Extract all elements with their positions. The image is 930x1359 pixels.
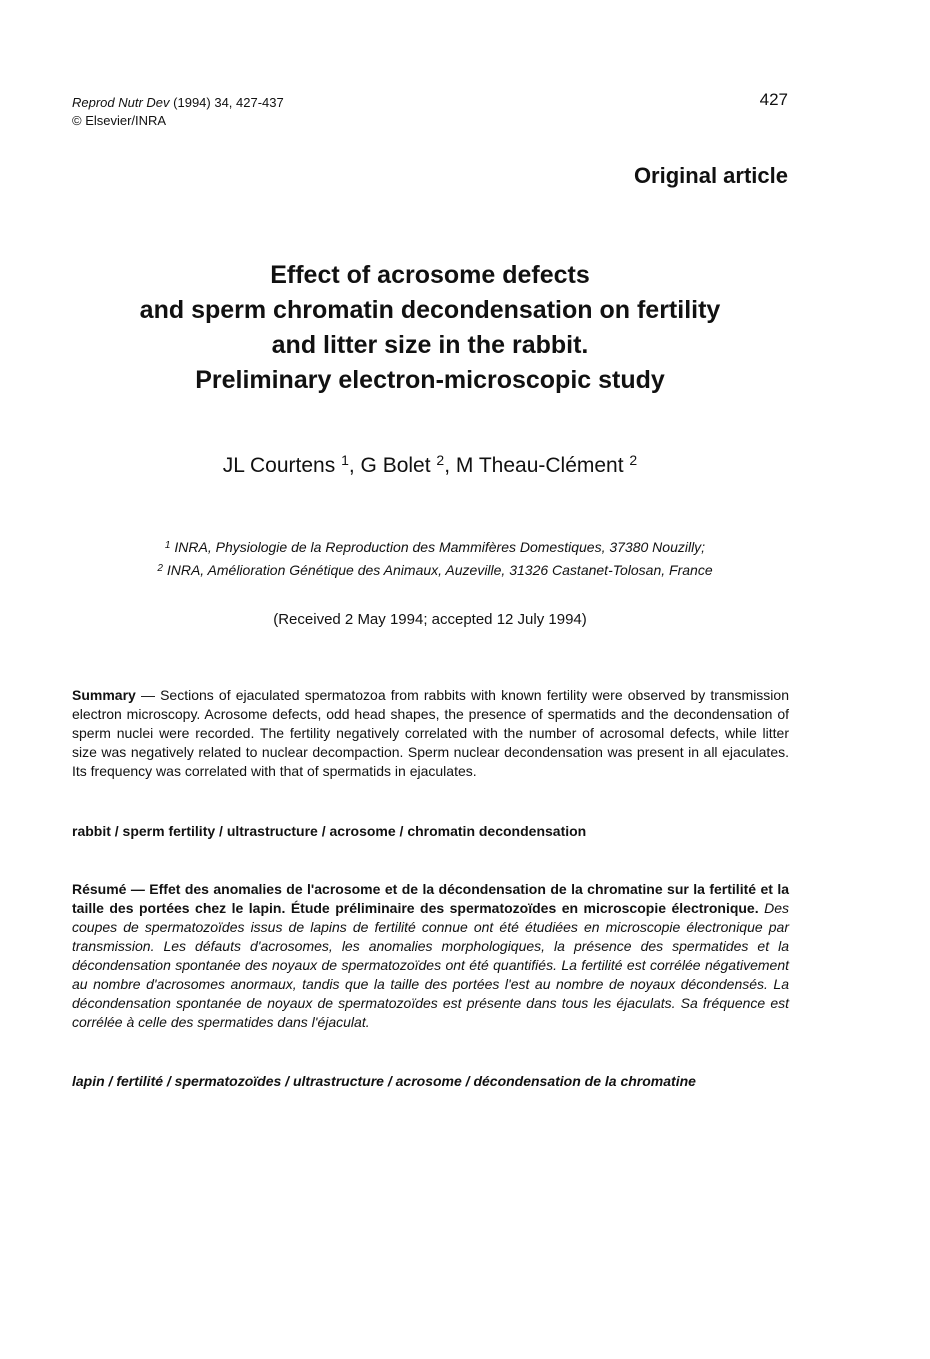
journal-citation <box>72 94 284 130</box>
title-line: Preliminary electron-microscopic study <box>195 366 665 394</box>
affiliation-text: INRA, Physiologie de la Reproduction des Mammifères Domestiques, 37380 Nouzilly; <box>174 539 706 555</box>
author-name: G Bolet <box>360 454 431 477</box>
author-affiliation-mark: 2 <box>436 452 445 468</box>
title-line: Effect of acrosome defects <box>270 261 590 289</box>
journal-name: Reprod Nutr Dev <box>72 95 170 110</box>
article-title <box>60 258 800 398</box>
resume-label: Résumé <box>72 881 127 897</box>
affiliation-text: INRA, Amélioration Génétique des Animaux, Auzeville, 31326 Castanet-Tolosan, France <box>166 562 713 578</box>
affiliation-number: 2 <box>157 563 163 574</box>
resume-paragraph <box>72 880 789 1032</box>
author-affiliation-mark: 1 <box>341 452 349 468</box>
affiliation-number: 1 <box>164 540 171 551</box>
title-line: and sperm chromatin decondensation on fertility <box>139 296 721 324</box>
article-type: Original article <box>633 163 788 188</box>
page-number: 427 <box>759 90 788 109</box>
author-name: M Theau-Clément <box>455 454 624 477</box>
title-line: and litter size in the rabbit. <box>271 331 589 359</box>
summary-paragraph <box>72 686 789 781</box>
author-name: JL Courtens <box>222 454 336 477</box>
summary-text: — Sections of ejaculated spermatozoa from rabbits with known fertility were observed by transmission electron microscopy. Acrosome defects, odd head shapes, the presence of spermatids and the decondensation of sperm nuclei were recorded. The fertility negatively correlated with the number of acrosomal defects, while litter size was negatively related to nuclear decompaction. Sperm nuclear decondensation was present in all ejaculates. Its frequency was correlated with that of spermatids in ejaculates. <box>72 687 789 779</box>
resume-text: Des coupes de spermatozoïdes issus de lapins de fertilité connue ont été étudiées en microscopie électronique par transmission. Les défauts d'acrosomes, les anomalies morphologiques, la présence des spermatides et la décondensation spontanée des noyaux de spermatozoïdes ont été quantifiés. La fertilité est corrélée négativement au nombre d'acrosomes anormaux, tandis que la taille des portées l'est au nombre de noyaux décondensés. La décondensation spontanée de noyaux de spermatozoïdes est présente dans tous les éjaculats. Sa fréquence est corrélée à celle des spermatides dans l'éjaculat. <box>72 900 790 1030</box>
keywords-english: rabbit / sperm fertility / ultrastructure / acrosome / chromatin decondensation <box>72 823 587 839</box>
resume-title: — Effet des anomalies de l'acrosome et de la décondensation de la chromatine sur la fertilité et la taille des portées chez le lapin. Étude préliminaire des spermatozoïdes en microscopie électronique. <box>72 881 789 916</box>
journal-volume-pages: (1994) 34, 427-437 <box>169 95 284 110</box>
affiliation-line <box>60 535 810 558</box>
affiliation-line <box>60 558 810 581</box>
affiliations <box>60 535 810 581</box>
keywords-french: lapin / fertilité / spermatozoïdes / ultrastructure / acrosome / décondensation de la chromatine <box>72 1073 696 1089</box>
summary-label: Summary <box>72 687 136 703</box>
received-dates: (Received 2 May 1994; accepted 12 July 1994) <box>273 611 587 628</box>
author-affiliation-mark: 2 <box>629 452 638 468</box>
author-list: JL Courtens $^1$, G Bolet $^2$, M Theau-Clément $^2$ <box>222 452 638 477</box>
copyright-line: © Elsevier/INRA <box>72 113 167 128</box>
